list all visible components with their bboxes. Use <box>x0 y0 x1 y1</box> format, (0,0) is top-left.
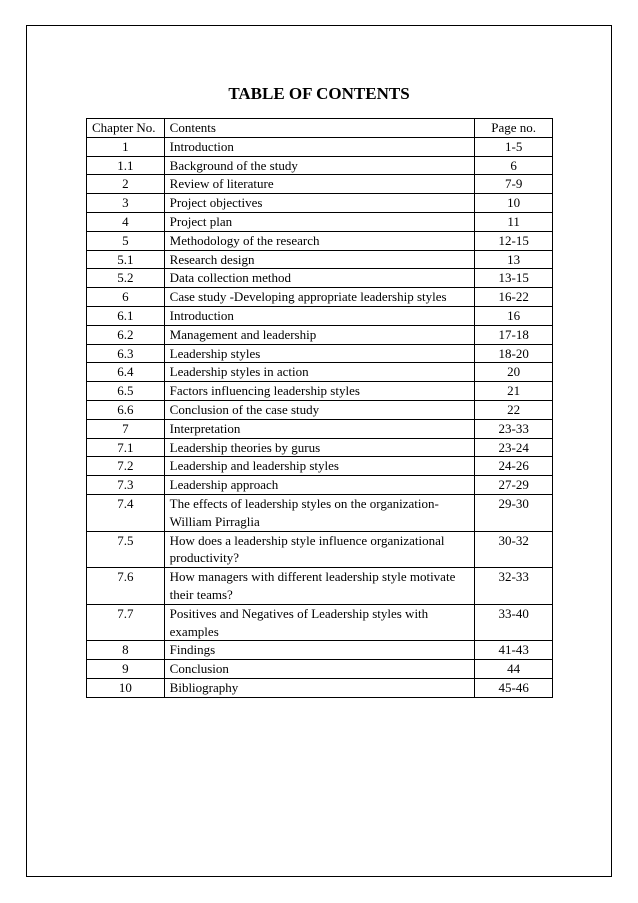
page-range: 32-33 <box>475 568 553 605</box>
header-page: Page no. <box>475 119 553 138</box>
entry-title: Findings <box>164 641 475 660</box>
entry-title: Methodology of the research <box>164 231 475 250</box>
chapter-number: 7.6 <box>87 568 165 605</box>
entry-title: Leadership and leadership styles <box>164 457 475 476</box>
entry-title: Research design <box>164 250 475 269</box>
page-range: 21 <box>475 382 553 401</box>
entry-title: Case study -Developing appropriate leadership styles <box>164 288 475 307</box>
table-row <box>87 419 553 438</box>
page-range: 11 <box>475 212 553 231</box>
entry-title: Management and leadership <box>164 325 475 344</box>
page-title: TABLE OF CONTENTS <box>228 84 410 103</box>
table-row <box>87 660 553 679</box>
entry-title: The effects of leadership styles on the organization-William Pirraglia <box>164 494 475 531</box>
page-range: 23-24 <box>475 438 553 457</box>
table-row <box>87 306 553 325</box>
table-row <box>87 363 553 382</box>
chapter-number: 2 <box>87 175 165 194</box>
chapter-number: 3 <box>87 194 165 213</box>
chapter-number: 5.2 <box>87 269 165 288</box>
page-range: 33-40 <box>475 604 553 641</box>
table-row <box>87 641 553 660</box>
table-row <box>87 678 553 697</box>
page-range: 24-26 <box>475 457 553 476</box>
chapter-number: 10 <box>87 678 165 697</box>
chapter-number: 7 <box>87 419 165 438</box>
table-row <box>87 400 553 419</box>
entry-title: Conclusion <box>164 660 475 679</box>
entry-title: Leadership approach <box>164 476 475 495</box>
chapter-number: 6.2 <box>87 325 165 344</box>
table-row <box>87 288 553 307</box>
entry-title: Introduction <box>164 137 475 156</box>
table-header-row <box>87 119 553 138</box>
chapter-number: 6.6 <box>87 400 165 419</box>
chapter-number: 7.5 <box>87 531 165 568</box>
chapter-number: 6.4 <box>87 363 165 382</box>
page-range: 6 <box>475 156 553 175</box>
entry-title: How does a leadership style influence organizational productivity? <box>164 531 475 568</box>
table-row <box>87 494 553 531</box>
chapter-number: 1.1 <box>87 156 165 175</box>
page-range: 16 <box>475 306 553 325</box>
table-row <box>87 137 553 156</box>
chapter-number: 4 <box>87 212 165 231</box>
entry-title: Interpretation <box>164 419 475 438</box>
header-contents: Contents <box>164 119 475 138</box>
table-row <box>87 231 553 250</box>
page-range: 18-20 <box>475 344 553 363</box>
table-row <box>87 212 553 231</box>
page-range: 10 <box>475 194 553 213</box>
entry-title: Background of the study <box>164 156 475 175</box>
chapter-number: 7.7 <box>87 604 165 641</box>
table-row <box>87 568 553 605</box>
table-row <box>87 476 553 495</box>
page-range: 20 <box>475 363 553 382</box>
page-range: 41-43 <box>475 641 553 660</box>
chapter-number: 1 <box>87 137 165 156</box>
toc-table <box>86 118 553 698</box>
chapter-number: 6.5 <box>87 382 165 401</box>
table-row <box>87 457 553 476</box>
entry-title: Leadership theories by gurus <box>164 438 475 457</box>
page-range: 45-46 <box>475 678 553 697</box>
chapter-number: 6.3 <box>87 344 165 363</box>
entry-title: Project objectives <box>164 194 475 213</box>
page-range: 16-22 <box>475 288 553 307</box>
table-row <box>87 604 553 641</box>
table-row <box>87 325 553 344</box>
page-range: 1-5 <box>475 137 553 156</box>
table-row <box>87 269 553 288</box>
page-range: 22 <box>475 400 553 419</box>
page-range: 13 <box>475 250 553 269</box>
chapter-number: 7.4 <box>87 494 165 531</box>
page-range: 29-30 <box>475 494 553 531</box>
table-row <box>87 156 553 175</box>
chapter-number: 8 <box>87 641 165 660</box>
table-row <box>87 194 553 213</box>
chapter-number: 6.1 <box>87 306 165 325</box>
page-range: 30-32 <box>475 531 553 568</box>
entry-title: Review of literature <box>164 175 475 194</box>
chapter-number: 7.2 <box>87 457 165 476</box>
table-row <box>87 531 553 568</box>
page-range: 7-9 <box>475 175 553 194</box>
page-range: 23-33 <box>475 419 553 438</box>
chapter-number: 9 <box>87 660 165 679</box>
chapter-number: 7.1 <box>87 438 165 457</box>
chapter-number: 5 <box>87 231 165 250</box>
page-range: 12-15 <box>475 231 553 250</box>
page-range: 13-15 <box>475 269 553 288</box>
entry-title: Factors influencing leadership styles <box>164 382 475 401</box>
entry-title: Positives and Negatives of Leadership styles with examples <box>164 604 475 641</box>
header-chapter: Chapter No. <box>87 119 165 138</box>
toc-body <box>87 137 553 697</box>
entry-title: Data collection method <box>164 269 475 288</box>
chapter-number: 5.1 <box>87 250 165 269</box>
entry-title: Introduction <box>164 306 475 325</box>
entry-title: Leadership styles <box>164 344 475 363</box>
table-row <box>87 438 553 457</box>
chapter-number: 6 <box>87 288 165 307</box>
chapter-number: 7.3 <box>87 476 165 495</box>
entry-title: Conclusion of the case study <box>164 400 475 419</box>
table-row <box>87 344 553 363</box>
table-row <box>87 175 553 194</box>
entry-title: Leadership styles in action <box>164 363 475 382</box>
table-row <box>87 250 553 269</box>
entry-title: Project plan <box>164 212 475 231</box>
entry-title: How managers with different leadership style motivate their teams? <box>164 568 475 605</box>
entry-title: Bibliography <box>164 678 475 697</box>
table-row <box>87 382 553 401</box>
page-range: 27-29 <box>475 476 553 495</box>
page-range: 17-18 <box>475 325 553 344</box>
page-range: 44 <box>475 660 553 679</box>
